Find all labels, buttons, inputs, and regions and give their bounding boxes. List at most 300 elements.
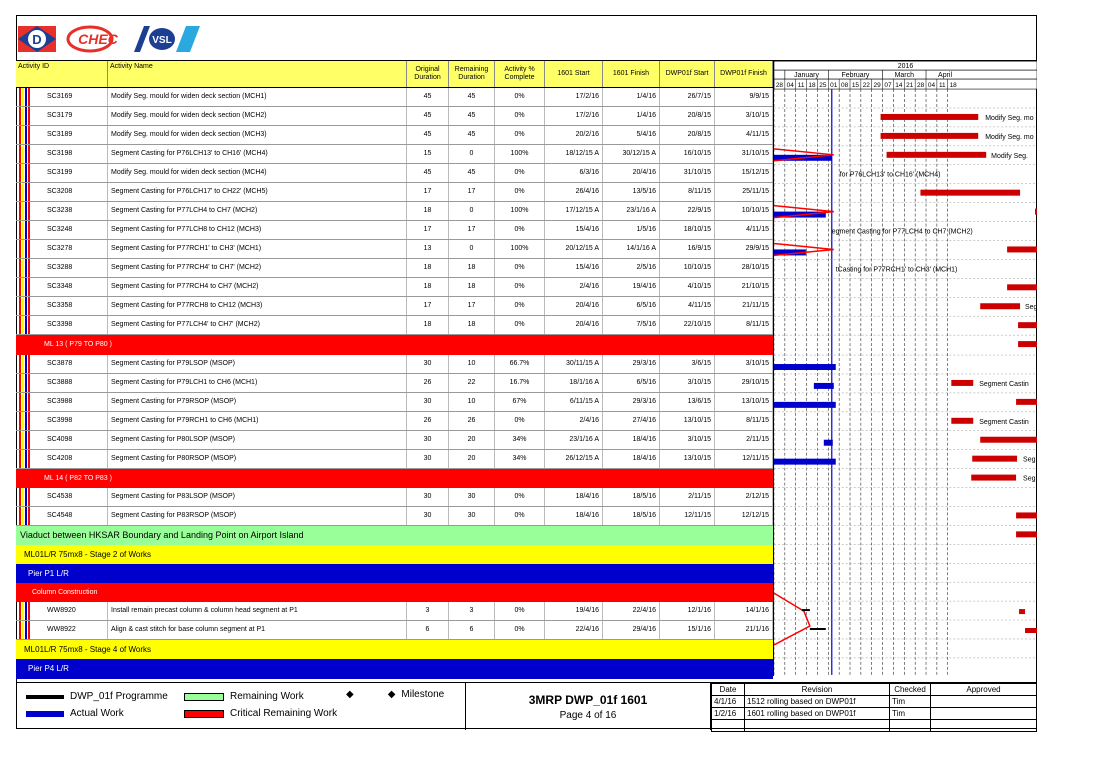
header-activity-id[interactable]: Activity ID [16, 61, 108, 87]
original-duration-cell: 45 [407, 107, 449, 125]
dwp-start-cell: 16/9/15 [660, 240, 715, 258]
start-1601-cell: 30/11/15 A [545, 355, 603, 373]
dwp-finish-cell: 4/11/15 [715, 126, 773, 144]
activity-id-cell: SC4098 [16, 431, 108, 449]
critical-remaining-bar [951, 380, 973, 386]
dwp-start-cell: 2/11/15 [660, 488, 715, 506]
activity-id-cell: SC3208 [16, 183, 108, 201]
wbs-indent-bar [28, 316, 30, 334]
chec-logo [68, 27, 119, 51]
wbs-indent-bar [19, 393, 21, 411]
rev-header-revision: Revision [745, 684, 890, 696]
rev-header-checked: Checked [890, 684, 931, 696]
actual-work-bar [814, 383, 834, 389]
legend-actual-label: Actual Work [70, 708, 124, 719]
dragages-logo [18, 26, 56, 52]
table-row[interactable] [16, 602, 773, 621]
table-row[interactable] [16, 259, 773, 278]
wbs-indent-bar [25, 488, 27, 506]
finish-1601-cell: 18/4/16 [603, 431, 660, 449]
header-activity-name[interactable]: Activity Name [108, 61, 407, 87]
remaining-duration-cell: 18 [449, 259, 495, 277]
finish-1601-cell: 13/5/16 [603, 183, 660, 201]
table-row[interactable] [16, 278, 773, 297]
timeline-day-label: 18 [949, 82, 957, 90]
wbs-band-pier4[interactable]: Pier P4 L/R [16, 659, 773, 679]
critical-remaining-bar [1007, 284, 1037, 290]
dwp-finish-cell: 8/11/15 [715, 316, 773, 334]
wbs-indent-bar [25, 621, 27, 639]
table-row[interactable] [16, 107, 773, 126]
activity-name-cell: Segment Casting for P79LSOP (MSOP) [108, 355, 407, 373]
wbs-indent-bar [19, 316, 21, 334]
remaining-duration-cell: 0 [449, 240, 495, 258]
critical-remaining-bar [972, 456, 1017, 462]
original-duration-cell: 17 [407, 221, 449, 239]
rev-checked: Tim [890, 696, 931, 708]
programme-bar [802, 609, 810, 611]
wbs-indent-bar [19, 240, 21, 258]
dwp-finish-cell: 12/11/15 [715, 450, 773, 468]
critical-remaining-bar [980, 437, 1037, 443]
gantt-bar-label: Modify Seg. mo [985, 114, 1034, 122]
dwp-finish-cell: 10/10/15 [715, 202, 773, 220]
dwp-finish-cell: 4/11/15 [715, 221, 773, 239]
rev-approved [931, 696, 1037, 708]
wbs-band-stage2[interactable]: ML01L/R 75mx8 - Stage 2 of Works [16, 545, 773, 564]
wbs-indent-bar [25, 412, 27, 430]
activity-id-cell: SC4548 [16, 507, 108, 525]
start-1601-cell: 17/2/16 [545, 88, 603, 106]
wbs-band-column[interactable]: Column Construction [16, 583, 773, 602]
timeline-day-label: 25 [819, 82, 827, 90]
wbs-indent-bar [19, 164, 21, 182]
wbs-indent-bar [28, 602, 30, 620]
revision-table [711, 683, 1037, 730]
wbs-indent-bar [22, 412, 24, 430]
rev-checked: Tim [890, 708, 931, 720]
start-1601-cell: 20/12/15 A [545, 240, 603, 258]
percent-complete-cell: 67% [495, 393, 545, 411]
timeline-day-label: 01 [830, 82, 838, 90]
table-row[interactable] [16, 164, 773, 183]
dwp-start-cell: 16/10/15 [660, 145, 715, 163]
table-row[interactable] [16, 316, 773, 335]
rev-approved [931, 708, 1037, 720]
original-duration-cell: 30 [407, 393, 449, 411]
wbs-indent-bar [22, 126, 24, 144]
wbs-indent-bar [19, 202, 21, 220]
start-1601-cell: 15/4/16 [545, 221, 603, 239]
finish-1601-cell: 1/4/16 [603, 88, 660, 106]
wbs-indent-bar [19, 126, 21, 144]
dwp-start-cell: 31/10/15 [660, 164, 715, 182]
wbs-indent-bar [19, 450, 21, 468]
actual-work-bar [824, 440, 833, 446]
table-row[interactable] [16, 431, 773, 450]
wbs-indent-bar [25, 259, 27, 277]
header-percent-complete[interactable]: Activity % Complete [495, 61, 545, 87]
dwp-start-cell: 3/10/15 [660, 374, 715, 392]
legend-programme [26, 691, 168, 702]
header-original-duration[interactable]: Original Duration [407, 61, 449, 87]
dwp-start-cell: 4/10/15 [660, 278, 715, 296]
percent-complete-cell: 100% [495, 202, 545, 220]
wbs-indent-bar [28, 621, 30, 639]
dwp-finish-cell: 13/10/15 [715, 393, 773, 411]
wbs-indent-bar [28, 145, 30, 163]
wbs-indent-bar [25, 297, 27, 315]
start-1601-cell: 6/11/15 A [545, 393, 603, 411]
start-1601-cell: 18/12/15 A [545, 145, 603, 163]
header-remaining-duration[interactable]: Remaining Duration [449, 61, 495, 87]
wbs-indent-bar [25, 145, 27, 163]
milestone-icon: ◆ [346, 689, 354, 700]
activity-name-cell: Segment Casting for P83RSOP (MSOP) [108, 507, 407, 525]
table-row[interactable] [16, 297, 773, 316]
rev-header-approved: Approved [931, 684, 1037, 696]
activity-id-cell: SC3348 [16, 278, 108, 296]
remaining-duration-cell: 0 [449, 145, 495, 163]
percent-complete-cell: 0% [495, 621, 545, 639]
remaining-duration-cell: 30 [449, 488, 495, 506]
original-duration-cell: 18 [407, 202, 449, 220]
activity-name-cell: Segment Casting for P76LCH17' to CH22' (MCH5) [108, 183, 407, 201]
wbs-band-pier1[interactable]: Pier P1 L/R [16, 564, 773, 583]
wbs-indent-bar [25, 88, 27, 106]
timeline-month-label: January [794, 72, 819, 80]
dwp-finish-cell: 28/10/15 [715, 259, 773, 277]
start-1601-cell: 22/4/16 [545, 621, 603, 639]
dwp-start-cell: 22/9/15 [660, 202, 715, 220]
start-1601-cell: 15/4/16 [545, 259, 603, 277]
timeline-day-label: 11 [797, 82, 805, 90]
percent-complete-cell: 100% [495, 240, 545, 258]
wbs-indent-bar [19, 355, 21, 373]
original-duration-cell: 18 [407, 278, 449, 296]
critical-remaining-bar [1016, 512, 1037, 518]
programme-swatch [26, 695, 64, 699]
wbs-indent-bar [22, 145, 24, 163]
percent-complete-cell: 0% [495, 183, 545, 201]
critical-remaining-bar [1016, 399, 1037, 405]
activity-id-cell: SC3398 [16, 316, 108, 334]
critical-swatch [184, 710, 224, 718]
timeline-day-label: 28 [916, 82, 925, 90]
dwp-start-cell: 20/8/15 [660, 107, 715, 125]
dwp-start-cell: 26/7/15 [660, 88, 715, 106]
dwp-finish-cell: 15/12/15 [715, 164, 773, 182]
activity-name-cell: Segment Casting for P79LCH1 to CH6 (MCH1) [108, 374, 407, 392]
original-duration-cell: 18 [407, 259, 449, 277]
gantt-bar-label: tCasting for P77RCH1' to CH3' (MCH1) [835, 266, 958, 274]
wbs-band-viaduct[interactable]: Viaduct between HKSAR Boundary and Landing Point on Airport Island [16, 526, 773, 545]
wbs-indent-bar [25, 107, 27, 125]
wbs-indent-bar [19, 488, 21, 506]
activity-name-cell: Segment Casting for P80LSOP (MSOP) [108, 431, 407, 449]
finish-1601-cell: 18/5/16 [603, 488, 660, 506]
wbs-indent-bar [25, 393, 27, 411]
dwp-finish-cell: 25/11/15 [715, 183, 773, 201]
start-1601-cell: 26/12/15 A [545, 450, 603, 468]
wbs-indent-bar [25, 431, 27, 449]
start-1601-cell: 26/4/16 [545, 183, 603, 201]
wbs-indent-bar [19, 507, 21, 525]
wbs-indent-bar [19, 88, 21, 106]
percent-complete-cell: 0% [495, 126, 545, 144]
table-row[interactable] [16, 88, 773, 107]
finish-1601-cell: 29/3/16 [603, 393, 660, 411]
timeline-month-label: March [894, 72, 914, 80]
activity-id-cell: SC4538 [16, 488, 108, 506]
activity-name-cell: Align & cast stitch for base column segment at P1 [108, 621, 407, 639]
table-row[interactable] [16, 202, 773, 221]
critical-remaining-bar [951, 418, 973, 424]
wbs-band-ml14[interactable]: ML 14 ( P82 TO P83 ) [16, 469, 773, 488]
finish-1601-cell: 30/12/15 A [603, 145, 660, 163]
remaining-duration-cell: 20 [449, 431, 495, 449]
wbs-indent-bar [28, 202, 30, 220]
wbs-indent-bar [28, 126, 30, 144]
gantt-chart [773, 60, 1037, 676]
finish-1601-cell: 29/4/16 [603, 621, 660, 639]
legend-critical [184, 708, 337, 719]
dwp-start-cell: 15/1/16 [660, 621, 715, 639]
activity-name-cell: Segment Casting for P77RCH4' to CH7' (MCH2) [108, 259, 407, 277]
critical-remaining-bar [887, 152, 987, 158]
activity-id-cell: SC3169 [16, 88, 108, 106]
dwp-start-cell: 3/10/15 [660, 431, 715, 449]
wbs-indent-bar [25, 507, 27, 525]
dwp-start-cell: 12/11/15 [660, 507, 715, 525]
wbs-indent-bar [19, 278, 21, 296]
wbs-indent-bar [28, 488, 30, 506]
start-1601-cell: 17/2/16 [545, 107, 603, 125]
critical-remaining-bar [980, 303, 1020, 309]
wbs-indent-bar [25, 240, 27, 258]
table-row[interactable] [16, 412, 773, 431]
dwp-start-cell: 8/11/15 [660, 183, 715, 201]
wbs-indent-bar [22, 202, 24, 220]
activity-id-cell: SC3998 [16, 412, 108, 430]
wbs-indent-bar [22, 240, 24, 258]
dwp-start-cell: 22/10/15 [660, 316, 715, 334]
remaining-duration-cell: 10 [449, 393, 495, 411]
critical-remaining-bar [1016, 531, 1037, 537]
percent-complete-cell: 0% [495, 316, 545, 334]
table-row[interactable] [16, 507, 773, 526]
table-row[interactable] [16, 621, 773, 640]
gantt-bar-label: Segment Castin [979, 418, 1029, 426]
start-1601-cell: 18/1/16 A [545, 374, 603, 392]
wbs-indent-bar [28, 240, 30, 258]
percent-complete-cell: 0% [495, 297, 545, 315]
critical-remaining-bar [1025, 628, 1037, 633]
activity-name-cell: Segment Casting for P79RSOP (MSOP) [108, 393, 407, 411]
dwp-finish-cell: 9/9/15 [715, 88, 773, 106]
critical-remaining-bar [1018, 322, 1037, 328]
legend-remaining-label: Remaining Work [230, 691, 304, 702]
dwp-finish-cell: 21/1/16 [715, 621, 773, 639]
logo-d: D [32, 32, 42, 47]
timeline-day-label: 28 [775, 82, 784, 90]
finish-1601-cell: 6/5/16 [603, 374, 660, 392]
programme-bar [810, 628, 826, 630]
wbs-indent-bar [28, 355, 30, 373]
legend-block [16, 682, 1037, 729]
percent-complete-cell: 0% [495, 278, 545, 296]
activity-name-cell: Segment Casting for P79RCH1 to CH6 (MCH1) [108, 412, 407, 430]
legend-programme-label: DWP_01f Programme [70, 691, 168, 702]
wbs-indent-bar [28, 374, 30, 392]
activity-name-cell: Modify Seg. mould for widen deck section (MCH4) [108, 164, 407, 182]
timeline-day-label: 29 [873, 82, 881, 90]
remaining-duration-cell: 45 [449, 126, 495, 144]
header-dwp-start[interactable]: DWP01f Start [660, 61, 715, 87]
wbs-indent-bar [22, 374, 24, 392]
dwp-start-cell: 18/10/15 [660, 221, 715, 239]
remaining-duration-cell: 0 [449, 202, 495, 220]
activity-id-cell: SC3198 [16, 145, 108, 163]
wbs-indent-bar [28, 164, 30, 182]
legend-milestone [346, 689, 444, 700]
original-duration-cell: 30 [407, 355, 449, 373]
critical-remaining-bar [881, 114, 979, 120]
timeline-day-label: 22 [862, 82, 870, 90]
timeline-day-label: 11 [938, 82, 946, 90]
wbs-indent-bar [28, 431, 30, 449]
critical-remaining-bar [1019, 609, 1025, 614]
dwp-start-cell: 10/10/15 [660, 259, 715, 277]
remaining-duration-cell: 26 [449, 412, 495, 430]
start-1601-cell: 20/2/16 [545, 126, 603, 144]
percent-complete-cell: 0% [495, 221, 545, 239]
activity-name-cell: Modify Seg. mould for widen deck section (MCH3) [108, 126, 407, 144]
table-row[interactable] [16, 355, 773, 374]
critical-remaining-bar [1035, 209, 1037, 215]
timeline-day-label: 07 [884, 82, 892, 90]
table-row[interactable] [16, 126, 773, 145]
start-1601-cell: 17/12/15 A [545, 202, 603, 220]
percent-complete-cell: 100% [495, 145, 545, 163]
percent-complete-cell: 0% [495, 488, 545, 506]
wbs-indent-bar [28, 297, 30, 315]
original-duration-cell: 6 [407, 621, 449, 639]
remaining-duration-cell: 6 [449, 621, 495, 639]
activity-name-cell: Modify Seg. mould for widen deck section (MCH1) [108, 88, 407, 106]
activity-name-cell: Segment Casting for P77RCH8 to CH12 (MCH3) [108, 297, 407, 315]
wbs-indent-bar [19, 621, 21, 639]
wbs-indent-bar [22, 88, 24, 106]
finish-1601-cell: 7/5/16 [603, 316, 660, 334]
finish-1601-cell: 22/4/16 [603, 602, 660, 620]
activity-name-cell: Segment Casting for P83LSOP (MSOP) [108, 488, 407, 506]
wbs-indent-bar [25, 202, 27, 220]
finish-1601-cell: 19/4/16 [603, 278, 660, 296]
activity-id-cell: SC3278 [16, 240, 108, 258]
table-row[interactable] [16, 145, 773, 164]
milestone-icon: ◆ [387, 689, 396, 700]
original-duration-cell: 18 [407, 316, 449, 334]
wbs-indent-bar [25, 450, 27, 468]
actual-swatch [26, 711, 64, 717]
remaining-duration-cell: 22 [449, 374, 495, 392]
activity-name-cell: Segment Casting for P77LCH8 to CH12 (MCH3) [108, 221, 407, 239]
wbs-indent-bar [19, 221, 21, 239]
activity-id-cell: SC3199 [16, 164, 108, 182]
rev-header-date: Date [712, 684, 745, 696]
gantt-bar-label: Seg [1023, 475, 1036, 483]
table-row[interactable] [16, 393, 773, 412]
timeline-month-label: February [841, 72, 870, 80]
dwp-start-cell: 13/10/15 [660, 412, 715, 430]
critical-remaining-bar [1007, 246, 1037, 252]
table-row[interactable] [16, 374, 773, 393]
timeline-day-label: 18 [808, 82, 816, 90]
dwp-finish-cell: 3/10/15 [715, 355, 773, 373]
remaining-duration-cell: 17 [449, 183, 495, 201]
wbs-indent-bar [22, 450, 24, 468]
wbs-indent-bar [22, 259, 24, 277]
remaining-duration-cell: 18 [449, 316, 495, 334]
start-1601-cell: 23/1/16 A [545, 431, 603, 449]
header-1601-finish[interactable]: 1601 Finish [603, 61, 660, 87]
header-1601-start[interactable]: 1601 Start [545, 61, 603, 87]
table-row[interactable] [16, 450, 773, 469]
wbs-band-ml13[interactable]: ML 13 ( P79 TO P80 ) [16, 335, 773, 355]
activity-id-cell: SC3888 [16, 374, 108, 392]
dwp-finish-cell: 8/11/15 [715, 412, 773, 430]
title-box [465, 683, 711, 730]
start-1601-cell: 18/4/16 [545, 488, 603, 506]
wbs-indent-bar [22, 164, 24, 182]
finish-1601-cell: 18/5/16 [603, 507, 660, 525]
start-1601-cell: 6/3/16 [545, 164, 603, 182]
table-row[interactable] [16, 221, 773, 240]
activity-name-cell: Install remain precast column & column head segment at P1 [108, 602, 407, 620]
activity-id-cell: SC3179 [16, 107, 108, 125]
original-duration-cell: 26 [407, 412, 449, 430]
actual-work-bar [774, 459, 836, 465]
wbs-indent-bar [25, 278, 27, 296]
original-duration-cell: 13 [407, 240, 449, 258]
wbs-indent-bar [22, 183, 24, 201]
original-duration-cell: 15 [407, 145, 449, 163]
wbs-indent-bar [22, 355, 24, 373]
timeline-day-label: 04 [786, 82, 794, 90]
dwp-start-cell: 13/6/15 [660, 393, 715, 411]
table-row[interactable] [16, 488, 773, 507]
wbs-band-stage4[interactable]: ML01L/R 75mx8 - Stage 4 of Works [16, 640, 773, 659]
company-logos [18, 22, 318, 56]
report-title: 3MRP DWP_01f 1601 [528, 693, 648, 707]
actual-work-bar [774, 364, 836, 370]
finish-1601-cell: 1/5/16 [603, 221, 660, 239]
start-1601-cell: 18/4/16 [545, 507, 603, 525]
table-row[interactable] [16, 240, 773, 259]
dwp-start-cell: 3/6/15 [660, 355, 715, 373]
activity-id-cell: WW8920 [16, 602, 108, 620]
original-duration-cell: 45 [407, 88, 449, 106]
header-dwp-finish[interactable]: DWP01f Finish [715, 61, 773, 87]
wbs-indent-bar [19, 297, 21, 315]
wbs-indent-bar [22, 107, 24, 125]
table-row[interactable] [16, 183, 773, 202]
original-duration-cell: 26 [407, 374, 449, 392]
finish-1601-cell: 20/4/16 [603, 164, 660, 182]
wbs-indent-bar [22, 431, 24, 449]
gantt-bar-label: egment Casting for P77LCH4 to CH7 (MCH2) [831, 228, 973, 236]
